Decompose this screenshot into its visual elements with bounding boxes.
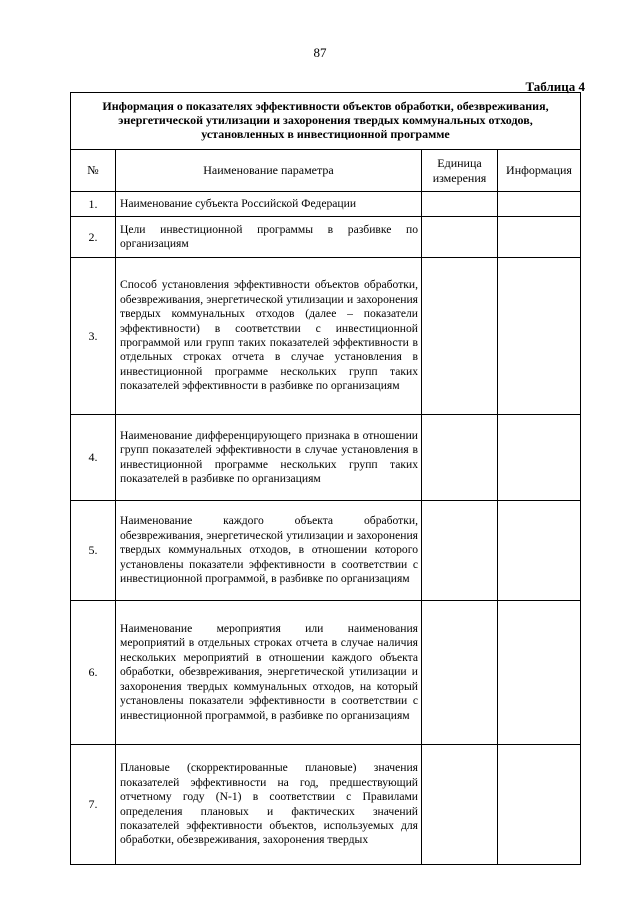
table-title-row [71,93,581,150]
header-unit: Единица измерения [422,150,498,192]
table-row [71,258,581,415]
header-info: Информация [498,150,581,192]
row-unit [422,601,498,745]
table-row [71,217,581,258]
row-parameter: Наименование мероприятия или наименования мероприятий в отдельных строках отчета в случае наличия нескольких мероприятий в отношении каждого объекта обработки, обезвреживания, энергетической утилизации и захоронения твердых коммунальных отходов, на который установлены показатели эффективности в соответствии с инвестиционной программой, в разбивке по организациям [116,601,422,745]
table-row [71,501,581,601]
row-info [498,192,581,217]
page-number: 87 [313,45,327,60]
row-info [498,601,581,745]
row-info [498,501,581,601]
row-parameter: Наименование дифференцирующего признака в отношении групп показателей эффективности в случае установления в инвестиционной программе нескольких групп таких показателей в разбивке по организациям [116,415,422,501]
row-unit [422,745,498,865]
row-unit [422,501,498,601]
table-header-row [71,150,581,192]
header-param: Наименование параметра [116,150,422,192]
row-number: 7. [71,745,116,865]
table-row [71,192,581,217]
row-parameter: Способ установления эффективности объектов обработки, обезвреживания, энергетической утилизации и захоронения твердых коммунальных отходов (далее – показатели эффективности) в соответствии с инвестиционной программой или групп таких показателей эффективности в отдельных строках отчета в случае установления в инвестиционной программе нескольких групп таких показателей эффективности в разбивке по организациям [116,258,422,415]
row-parameter: Наименование каждого объекта обработки, обезвреживания, энергетической утилизации и захоронения твердых коммунальных отходов, в отношении которого установлены показатели эффективности в соответствии с инвестиционной программой, в разбивке по организациям [116,501,422,601]
table-row [71,415,581,501]
row-info [498,415,581,501]
row-unit [422,415,498,501]
row-unit [422,217,498,258]
row-number: 1. [71,192,116,217]
row-number: 3. [71,258,116,415]
indicators-table [70,92,581,865]
row-info [498,217,581,258]
row-info [498,258,581,415]
row-number: 4. [71,415,116,501]
row-parameter: Наименование субъекта Российской Федерации [116,192,422,217]
table-row [71,745,581,865]
table-label: Таблица 4 [525,79,585,94]
row-unit [422,192,498,217]
row-info [498,745,581,865]
row-number: 6. [71,601,116,745]
row-parameter: Цели инвестиционной программы в разбивке по организациям [116,217,422,258]
row-number: 5. [71,501,116,601]
row-parameter: Плановые (скорректированные плановые) значения показателей эффективности на год, предшествующий отчетному году (N-1) в соответствии с Правилами определения плановых и фактических значений показателей эффективности объектов, используемых для обработки, обезвреживания, захоронения твердых [116,745,422,865]
header-num: № [71,150,116,192]
row-unit [422,258,498,415]
table-title: Информация о показателях эффективности объектов обработки, обезвреживания, энергетической утилизации и захоронения твердых коммунальных отходов, установленных в инвестиционной программе [71,93,581,150]
table-row [71,601,581,745]
row-number: 2. [71,217,116,258]
